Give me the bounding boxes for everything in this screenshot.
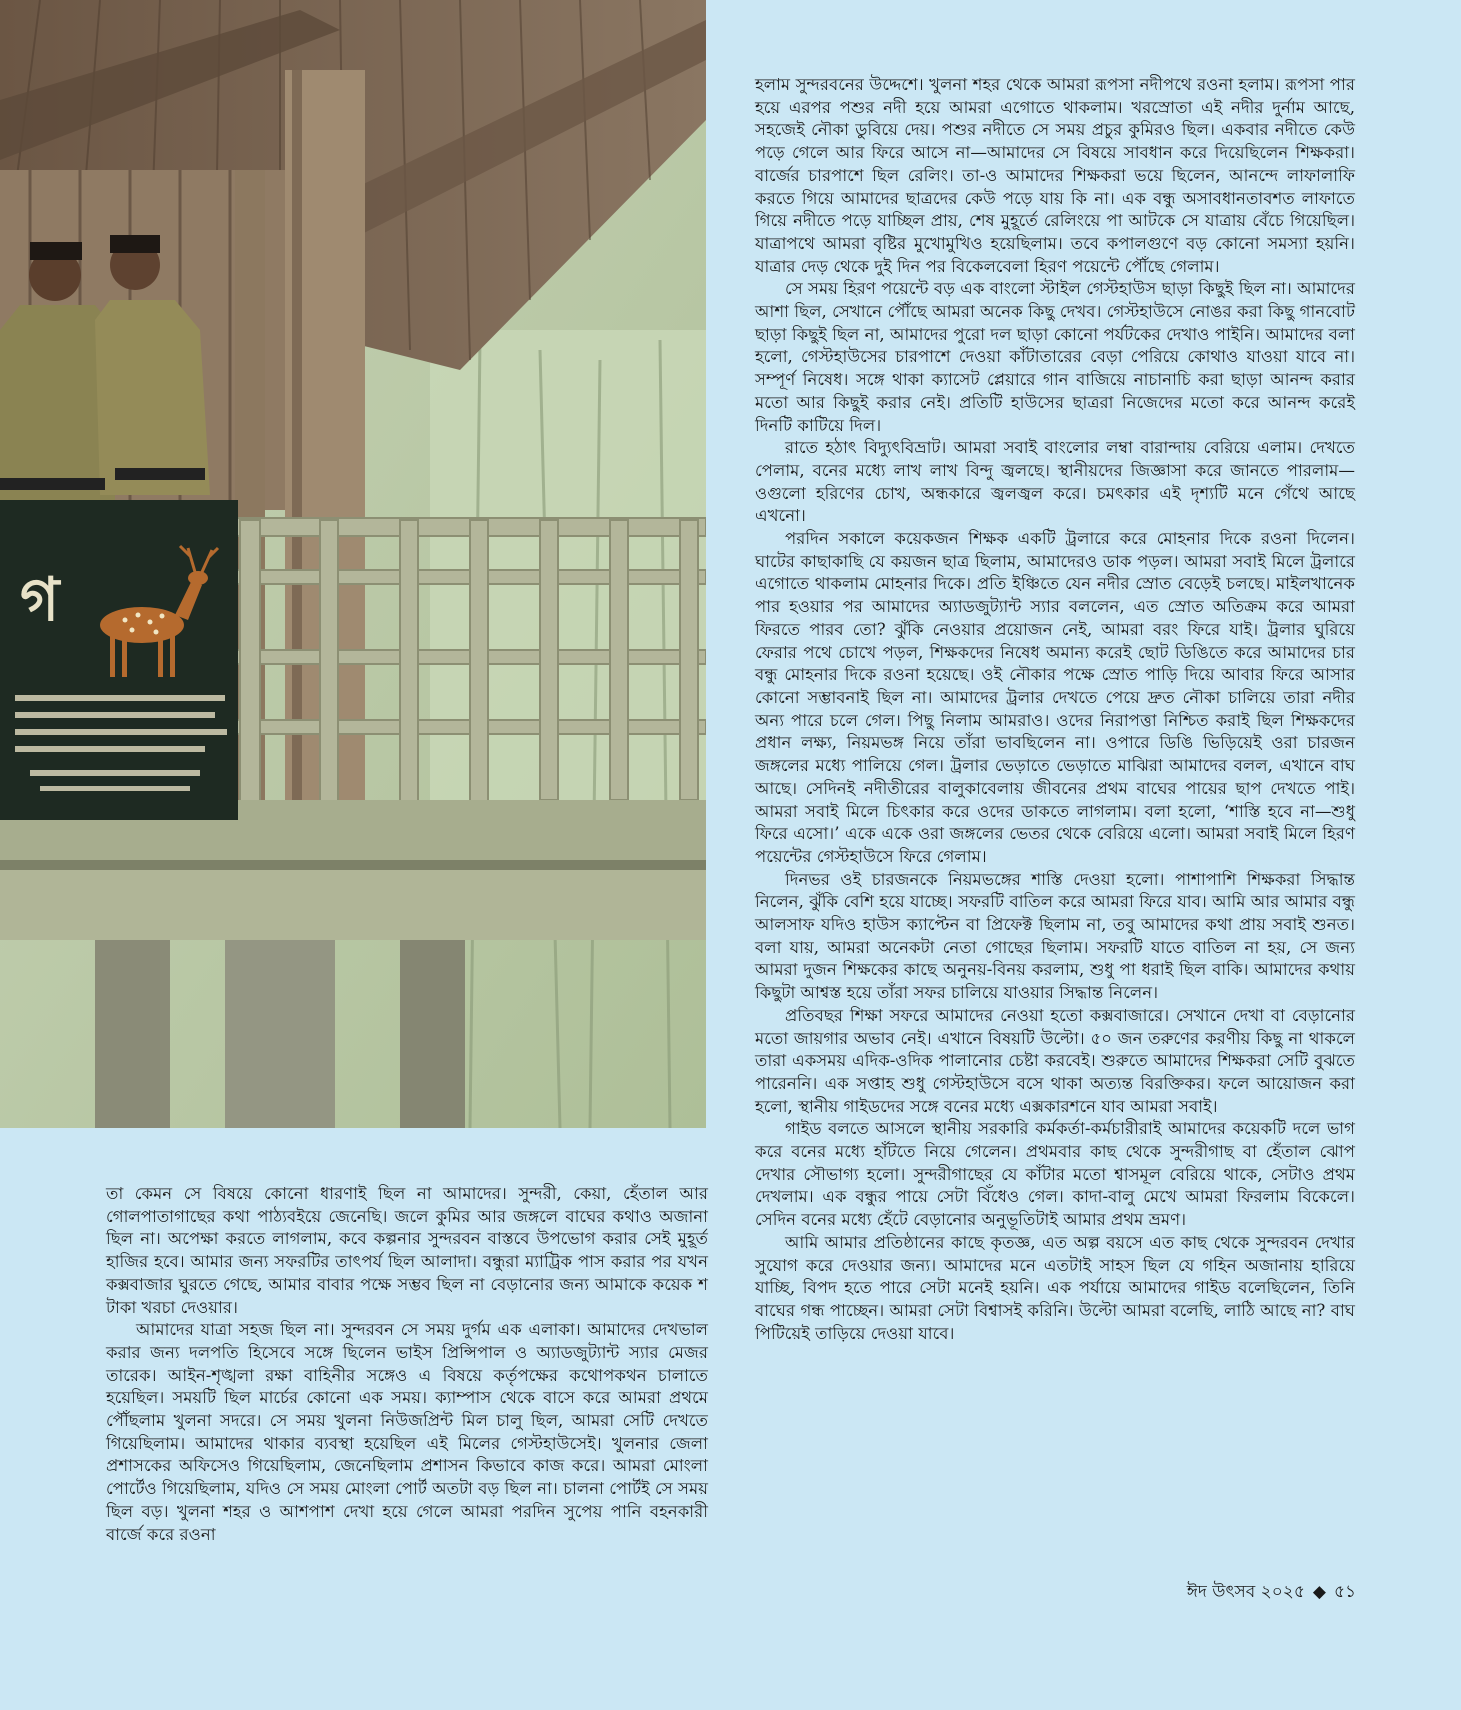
photo-illustration — [0, 0, 706, 1128]
paragraph: আমাদের যাত্রা সহজ ছিল না। সুন্দরবন সে সময় দুর্গম এক এলাকা। আমাদের দেখভাল করার জন্য দলপতি হিসেবে সঙ্গে ছিলেন ভাইস প্রিন্সিপাল ও অ্যাডজুট্যান্ট স্যার মেজর তারেক। আইন-শৃঙ্খলা রক্ষা বাহিনীর সঙ্গেও এ বিষয়ে কর্তৃপক্ষের কথোপকথন চালাতে হয়েছিল। সময়টি ছিল মার্চের কোনো এক সময়। ক্যাম্পাস থেকে বাসে করে আমরা প্রথমে পৌঁছলাম খুলনা সদরে। সে সময় খুলনা নিউজপ্রিন্ট মিল চালু ছিল, আমরা সেটি দেখতে গিয়েছিলাম। আমাদের থাকার ব্যবস্থা হয়েছিল এই মিলের গেস্টহাউসেই। খুলনার জেলা প্রশাসকের অফিসেও গিয়েছিলাম, জেনেছিলাম প্রশাসন কিভাবে কাজ করে। আমরা মোংলা পোর্টেও গিয়েছিলাম, যদিও সে সময় মোংলা পোর্ট অতটা বড় ছিল না। চালনা পোর্টই সে সময় ছিল বড়। খুলনা শহর ও আশপাশ দেখা হয়ে গেলে আমরা পরদিন সুপেয় পানি বহনকারী বার্জে করে রওনা — [106, 1320, 708, 1544]
right-text-column — [755, 74, 1355, 1345]
diamond-icon: ◆ — [1312, 1582, 1326, 1602]
paragraph: রাতে হঠাৎ বিদ্যুৎবিভ্রাট। আমরা সবাই বাংলোর লম্বা বারান্দায় বেরিয়ে এলাম। দেখতে পেলাম, বনের মধ্যে লাখ লাখ বিন্দু জ্বলছে। স্থানীয়দের জিজ্ঞাসা করে জানতে পারলাম—ওগুলো হরিণের চোখ, অন্ধকারে জ্বলজ্বল করে। চমৎকার এই দৃশ্যটি মনে গেঁথে আছে এখনো। — [755, 438, 1355, 526]
paragraph: প্রতিবছর শিক্ষা সফরে আমাদের নেওয়া হতো কক্সবাজারে। সেখানে দেখা বা বেড়ানোর মতো জায়গার অভাব নেই। এখানে বিষয়টি উল্টো। ৫০ জন তরুণের করণীয় কিছু না থাকলে তারা একসময় এদিক-ওদিক পালানোর চেষ্টা করবেই। শুরুতে আমাদের শিক্ষকরা সেটি বুঝতে পারেননি। এক সপ্তাহ শুধু গেস্টহাউসে বসে থাকা অত্যন্ত বিরক্তিকর। ফলে আয়োজন করা হলো, স্থানীয় গাইডদের সঙ্গে বনের মধ্যে এক্সকারশনে যাব আমরা সবাই। — [755, 1005, 1355, 1116]
left-text-column — [106, 1183, 708, 1546]
paragraph: তা কেমন সে বিষয়ে কোনো ধারণাই ছিল না আমাদের। সুন্দরী, কেয়া, হেঁতাল আর গোলপাতাগাছের কথা পাঠ্যবইয়ে জেনেছি। জলে কুমির আর জঙ্গলে বাঘের কথাও অজানা ছিল না। অপেক্ষা করতে লাগলাম, কবে কল্পনার সুন্দরবন বাস্তবে উপভোগ করার সেই মুহূর্ত হাজির হবে। আমার জন্য সফরটির তাৎপর্য ছিল আলাদা। বন্ধুরা ম্যাট্রিক পাস করার পর যখন কক্সবাজার ঘুরতে গেছে, আমার বাবার পক্ষে সম্ভব ছিল না বেড়ানোর জন্য আমাকে কয়েক শ টাকা খরচা দেওয়ার। — [106, 1184, 708, 1317]
svg-text:গ: গ — [20, 565, 60, 635]
sundarban-photo — [0, 0, 706, 1128]
paragraph: পরদিন সকালে কয়েকজন শিক্ষক একটি ট্রলারে করে মোহনার দিকে রওনা দিলেন। ঘাটের কাছাকাছি যে কয়জন ছাত্র ছিলাম, আমাদেরও ডাক পড়ল। আমরা সবাই মিলে ট্রলারে এগোতে থাকলাম মোহনার দিকে। প্রতি ইঞ্চিতে যেন নদীর স্রোত বেড়েই চলছে। মাইলখানেক পার হওয়ার পর আমাদের অ্যাডজুট্যান্ট স্যার বললেন, এত স্রোত অতিক্রম করে আমরা ফিরতে পারব তো? ঝুঁকি নেওয়ার প্রয়োজন নেই, আমরা বরং ফিরে যাই। ট্রলার ঘুরিয়ে ফেরার পথে চোখে পড়ল, শিক্ষকদের নিষেধ অমান্য করেই ছোট ডিঙিতে করে আমাদের চার বন্ধু মোহনার দিকে রওনা হয়েছে। ওই নৌকার পক্ষে স্রোত পাড়ি দিয়ে আবার ফিরে আসার কোনো সম্ভাবনাই ছিল না। আমাদের ট্রলার দেখতে পেয়ে দ্রুত নৌকা চালিয়ে তারা নদীর অন্য পারে চলে গেল। পিছু নিলাম আমরাও। ওদের নিরাপত্তা নিশ্চিত করাই ছিল শিক্ষকদের প্রধান লক্ষ্য, নিয়মভঙ্গ নিয়ে তাঁরা ভাবছিলেন না। ওপারে ডিঙি ভিড়িয়েই ওরা চারজন জঙ্গলের মধ্যে পালিয়ে গেল। ট্রলার ভেড়াতে ভেড়াতে মাঝিরা আমাদের বলল, এখানে বাঘ আছে। সেদিনই নদীতীরের বালুকাবেলায় জীবনের প্রথম বাঘের পায়ের ছাপ দেখতে পাই। আমরা সবাই মিলে চিৎকার করে ওদের ডাকতে লাগলাম। বলা হলো, ‘শাস্তি হবে না—শুধু ফিরে এসো।’ একে একে ওরা জঙ্গলের ভেতর থেকে বেরিয়ে এলো। আমরা সবাই মিলে হিরণ পয়েন্টের গেস্টহাউসে ফিরে গেলাম। — [755, 529, 1355, 866]
page-footer — [1187, 1579, 1356, 1607]
paragraph: দিনভর ওই চারজনকে নিয়মভঙ্গের শাস্তি দেওয়া হলো। পাশাপাশি শিক্ষকরা সিদ্ধান্ত নিলেন, ঝুঁকি বেশি হয়ে যাচ্ছে। সফরটি বাতিল করে আমরা ফিরে যাব। আমি আর আমার বন্ধু আলসাফ যদিও হাউস ক্যাপ্টেন বা প্রিফেক্ট ছিলাম না, তবু আমাদের কথা প্রায় সবাই শুনত। বলা যায়, আমরা অনেকটা নেতা গোছের ছিলাম। সফরটি যাতে বাতিল না হয়, সে জন্য আমরা দুজন শিক্ষকের কাছে অনুনয়-বিনয় করলাম, শুধু পা ধরাই ছিল বাকি। আমাদের কথায় কিছুটা আশ্বস্ত হয়ে তাঁরা সফর চালিয়ে যাওয়ার সিদ্ধান্ত নিলেন। — [755, 869, 1355, 1003]
paragraph: হলাম সুন্দরবনের উদ্দেশে। খুলনা শহর থেকে আমরা রূপসা নদীপথে রওনা হলাম। রূপসা পার হয়ে এরপর পশুর নদী হয়ে আমরা এগোতে থাকলাম। খরস্রোতা এই নদীর দুর্নাম আছে, সহজেই নৌকা ডুবিয়ে দেয়। পশুর নদীতে সে সময় প্রচুর কুমিরও ছিল। একবার নদীতে কেউ পড়ে গেলে আর ফিরে আসে না—আমাদের সে বিষয়ে সাবধান করে দিয়েছিলেন শিক্ষকরা। বার্জের চারপাশে ছিল রেলিং। তা-ও আমাদের শিক্ষকরা ভয়ে ছিলেন, আনন্দে লাফালাফি করতে গিয়ে আমাদের ছাত্রদের কেউ পড়ে যায় কি না। এক বন্ধু অসাবধানতাবশত লাফাতে গিয়ে নদীতে পড়ে যাচ্ছিল প্রায়, শেষ মুহূর্তে রেলিংয়ে পা আটকে সে যাত্রায় বেঁচে গিয়েছিল। যাত্রাপথে আমরা বৃষ্টির মুখোমুখিও হয়েছিলাম। তবে কপালগুণে বড় কোনো সমস্যা হয়নি। যাত্রার দেড় থেকে দুই দিন পর বিকেলবেলা হিরণ পয়েন্টে পৌঁছে গেলাম। — [755, 75, 1355, 276]
issue-title: ঈদ উৎসব ২০২৫ — [1186, 1582, 1305, 1602]
paragraph: গাইড বলতে আসলে স্থানীয় সরকারি কর্মকর্তা-কর্মচারীরাই আমাদের কয়েকটি দলে ভাগ করে বনের মধ্যে হাঁটতে নিয়ে গেলেন। প্রথমবার কাছ থেকে সুন্দরীগাছ বা হেঁতাল ঝোপ দেখার সৌভাগ্য হলো। সুন্দরীগাছের যে কাঁটার মতো শ্বাসমূল বেরিয়ে থাকে, সেটাও প্রথম দেখলাম। এক বন্ধুর পায়ে সেটা বিঁধেও গেল। কাদা-বালু মেখে আমরা ফিরলাম বিকেলে। সেদিন বনের মধ্যে হেঁটে বেড়ানোর অনুভূতিটাই আমার প্রথম ভ্রমণ। — [755, 1119, 1355, 1230]
deer-sign — [0, 500, 238, 820]
paragraph: সে সময় হিরণ পয়েন্টে বড় এক বাংলো স্টাইল গেস্টহাউস ছাড়া কিছুই ছিল না। আমাদের আশা ছিল, সেখানে পৌঁছে আমরা অনেক কিছু দেখব। গেস্টহাউসে নোঙর করা কিছু গানবোট ছাড়া কিছুই ছিল না, আমাদের পুরো দল ছাড়া কোনো পর্যটকের দেখাও পাইনি। আমাদের বলা হলো, গেস্টহাউসের চারপাশে দেওয়া কাঁটাতারের বেড়া পেরিয়ে কোথাও যাওয়া যাবে না। সম্পূর্ণ নিষেধ। সঙ্গে থাকা ক্যাসেট প্লেয়ারে গান বাজিয়ে নাচানাচি করা ছাড়া আনন্দ করার মতো আর কিছুই করার নেই। প্রতিটি হাউসের ছাত্ররা নিজেদের মতো করে আনন্দ করেই দিনটি কাটিয়ে দিল। — [755, 279, 1355, 435]
page-number: ৫১ — [1333, 1582, 1356, 1602]
paragraph: আমি আমার প্রতিষ্ঠানের কাছে কৃতজ্ঞ, এত অল্প বয়সে এত কাছ থেকে সুন্দরবন দেখার সুযোগ করে দেওয়ার জন্য। আমাদের মনে এতটাই সাহস ছিল যে গহিন অজানায় হারিয়ে যাচ্ছি, বিপদ হতে পারে সেটা মনেই হয়নি। এক পর্যায়ে আমাদের গাইড বলেছিলেন, তিনি বাঘের গন্ধ পাচ্ছেন। আমরা সেটা বিশ্বাসই করিনি। উল্টো আমরা বলেছি, লাঠি আছে না? বাঘ পিটিয়েই তাড়িয়ে দেওয়া যাবে। — [755, 1232, 1356, 1343]
